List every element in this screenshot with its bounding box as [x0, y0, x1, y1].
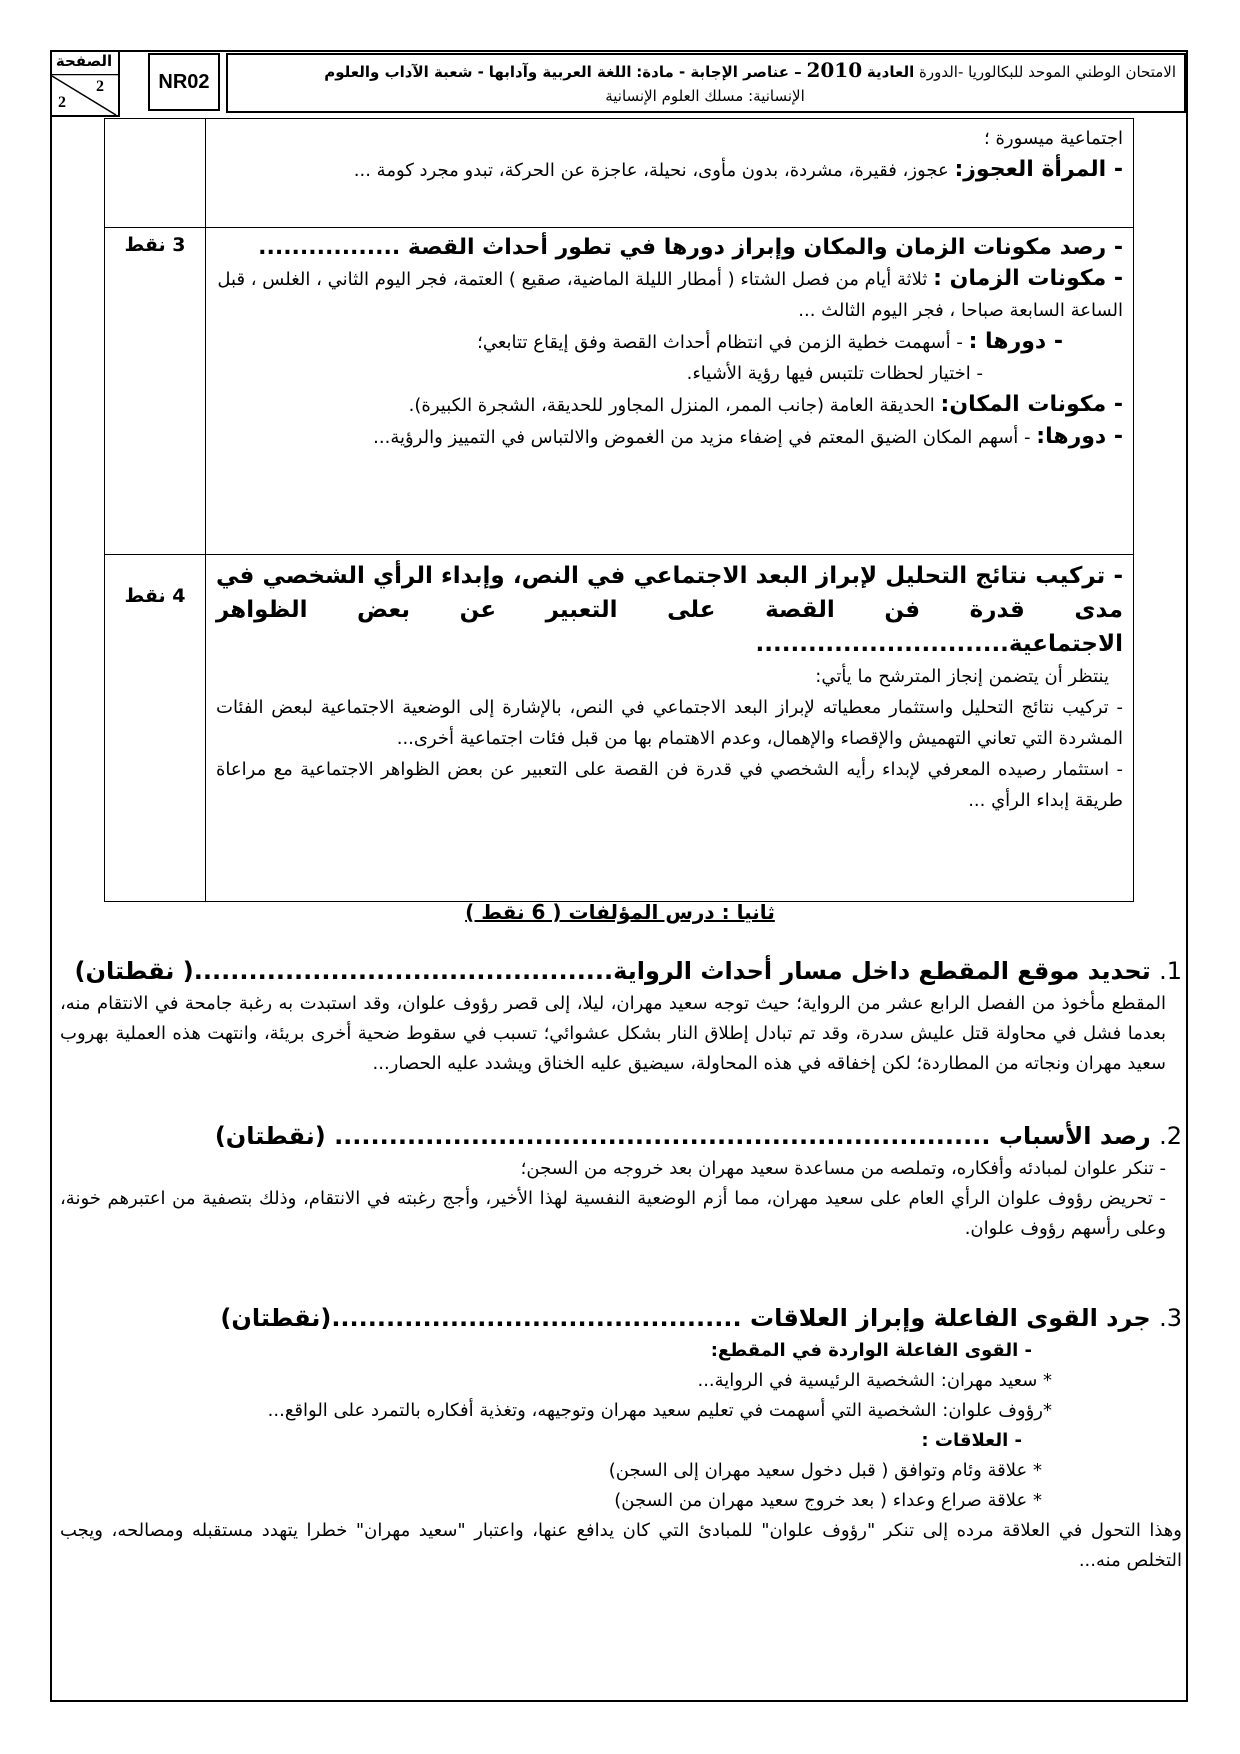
- row2-role1-b: - اختيار لحظات تلتبس فيها رؤية الأشياء.: [686, 363, 983, 384]
- q3-relations-title: - العلاقات :: [921, 1430, 1022, 1451]
- title-year: 2010: [806, 58, 863, 82]
- row2-role1-label: - دورها :: [968, 329, 1063, 354]
- q3-heading-line: [60, 1300, 1182, 1336]
- title-line2: الإنسانية: مسلك العلوم الإنسانية: [605, 87, 805, 105]
- page-total: 2: [58, 94, 66, 111]
- page-label: الصفحة: [55, 52, 113, 70]
- exam-code: NR02: [148, 53, 220, 111]
- row2-time-label: - مكونات الزمان :: [933, 266, 1123, 291]
- row1-line1: اجتماعية ميسورة ؛: [984, 128, 1123, 149]
- q1-body: المقطع مأخوذ من الفصل الرابع عشر من الرواية؛ حيث توجه سعيد مهران، ليلا، إلى قصر رؤوف علوان، وقد استبدت به رغبة جامحة في الانتقام منه، بعدما فشل في محاولة قتل عليش سدرة، وقد تم تبادل إطلاق النار بشكل عشوائي؛ تسبب في سقوط ضحية أخرى بريئة، وانتهت هذه العملية بهروب سعيد مهران ونجاته من المطاردة؛ لكن إخفاقه في هذه المحاولة، سيضيق عليه الخناق ويشدد عليه الحصار...: [60, 993, 1166, 1074]
- q2-number: 2.: [1159, 1122, 1182, 1150]
- page-current: 2: [96, 78, 104, 95]
- q2-heading-line: [60, 1118, 1182, 1154]
- page-number-box: [50, 50, 120, 117]
- q1-heading-line: [60, 953, 1182, 989]
- q3-heading: جرد القوى الفاعلة وإبراز العلاقات .............................................(نقطتان): [220, 1304, 1151, 1332]
- row2-place-text: الحديقة العامة (جانب الممر، المنزل المجاور للحديقة، الشجرة الكبيرة).: [408, 395, 935, 416]
- header: [50, 50, 1188, 117]
- row2-time-text: ثلاثة أيام من فصل الشتاء ( أمطار الليلة الماضية، صقيع ) العتمة، فجر اليوم الثاني ، الغلس ، قبل الساعة السابعة صباحا ، فجر اليوم الثالث ...: [217, 269, 1123, 321]
- q3-force1: * سعيد مهران: الشخصية الرئيسية في الرواية...: [697, 1370, 1052, 1391]
- row1-paragraph: [216, 154, 1123, 186]
- row3-score: 4 نقط: [105, 555, 206, 902]
- title-subject: اللغة العربية وآدابها: [488, 63, 632, 81]
- row2-score: 3 نقط: [105, 228, 206, 555]
- row2-heading: - رصد مكونات الزمان والمكان وإبراز دورها في تطور أحداث القصة .................: [258, 235, 1123, 260]
- row2-place-label: - مكونات المكان:: [940, 392, 1123, 417]
- title-part2: – عناصر الإجابة - مادة:: [636, 63, 802, 81]
- section2-title: ثانيا : درس المؤلفات ( 6 نقط ): [465, 900, 775, 924]
- title-part1: الامتحان الوطني الموحد للبكالوريا -الدورة: [919, 63, 1176, 81]
- row2-time: [216, 263, 1123, 326]
- row1-text: عجوز، فقيرة، مشردة، بدون مأوى، نحيلة، عاجزة عن الحركة، تبدو مجرد كومة ...: [353, 160, 949, 181]
- row2-role1: [216, 326, 1123, 358]
- q1-heading: تحديد موقع المقطع داخل مسار أحداث الرواية..............................................( نقطتان): [74, 957, 1151, 985]
- row3-item1: - تركيب نتائج التحليل واستثمار معطياته لإبراز البعد الاجتماعي في النص، بالإشارة إلى الوضعية الاجتماعية لبعض الفئات المشردة التي تعاني التهميش والإقصاء والإهمال، وعدم الاهتمام بها من قبل فئات اجتماعية أخرى...: [216, 697, 1123, 749]
- q3-rel2: * علاقة صراع وعداء ( بعد خروج سعيد مهران من السجن): [614, 1490, 1042, 1511]
- q2-heading: رصد الأسباب ........................................................................ (نقطتان): [214, 1122, 1151, 1150]
- row2-content: [206, 228, 1134, 555]
- answer-table: [104, 118, 1134, 902]
- row2-place: [216, 389, 1123, 421]
- q3-conclusion: وهذا التحول في العلاقة مرده إلى تنكر "رؤوف علوان" للمبادئ التي كان يدافع عنها، واعتبار "سعيد مهران" خطرا يتهدد مستقبله ومصالحه، ويجب التخلص منه...: [60, 1520, 1182, 1571]
- row2-role2-label: - دورها:: [1036, 424, 1123, 449]
- table-row: [105, 228, 1134, 555]
- q2-item1: - تنكر علوان لمبادئه وأفكاره، وتملصه من مساعدة سعيد مهران بعد خروجه من السجن؛: [520, 1158, 1166, 1179]
- question-1: [60, 953, 1182, 1079]
- question-3: [60, 1300, 1182, 1576]
- row2-role2-text: - أسهم المكان الضيق المعتم في إضفاء مزيد من الغموض والالتباس في التمييز والرؤية...: [373, 427, 1031, 448]
- q3-force2: *رؤوف علوان: الشخصية التي أسهمت في تعليم سعيد مهران وتوجيهه، وتغذية أفكاره بالتمرد على الواقع...: [267, 1400, 1052, 1421]
- row1-label: - المرأة العجوز:: [954, 157, 1123, 182]
- exam-title: [226, 53, 1186, 113]
- q1-number: 1.: [1159, 957, 1182, 985]
- row3-heading: - تركيب نتائج التحليل لإبراز البعد الاجتماعي في النص، وإبداء الرأي الشخصي في مدى قدرة فن القصة على التعبير عن بعض الظواهر الاجتماعية.............................: [216, 563, 1123, 657]
- row3-item2: - استثمار رصيده المعرفي لإبداء رأيه الشخصي في قدرة فن القصة على التعبير عن بعض الظواهر الاجتماعية مع مراعاة طريقة إبداء الرأي ...: [216, 759, 1123, 811]
- table-row: [105, 119, 1134, 228]
- row3-intro: ينتظر أن يتضمن إنجاز المترشح ما يأتي:: [815, 666, 1109, 687]
- row3-content: [206, 555, 1134, 902]
- title-session: العادية: [866, 63, 915, 81]
- row1-content: [206, 119, 1134, 228]
- row1-score: [105, 119, 206, 228]
- table-row: [105, 555, 1134, 902]
- q3-number: 3.: [1159, 1304, 1182, 1332]
- title-part3: - شعبة الآداب والعلوم: [324, 63, 484, 81]
- question-2: [60, 1118, 1182, 1244]
- q2-item2: - تحريض رؤوف علوان الرأي العام على سعيد مهران، مما أزم الوضعية النفسية لهذا الأخير، وأجج رغبته في الانتقام، وذلك بتصفية من اعتبرهم خونة، وعلى رأسهم رؤوف علوان.: [60, 1188, 1166, 1239]
- row2-role1-a: - أسهمت خطية الزمن في انتظام أحداث القصة وفق إيقاع تتابعي؛: [477, 332, 963, 353]
- q3-forces-title: - القوى الفاعلة الواردة في المقطع:: [710, 1340, 1032, 1361]
- q3-rel1: * علاقة وئام وتوافق ( قبل دخول سعيد مهران إلى السجن): [608, 1460, 1042, 1481]
- row2-role2: [216, 421, 1123, 453]
